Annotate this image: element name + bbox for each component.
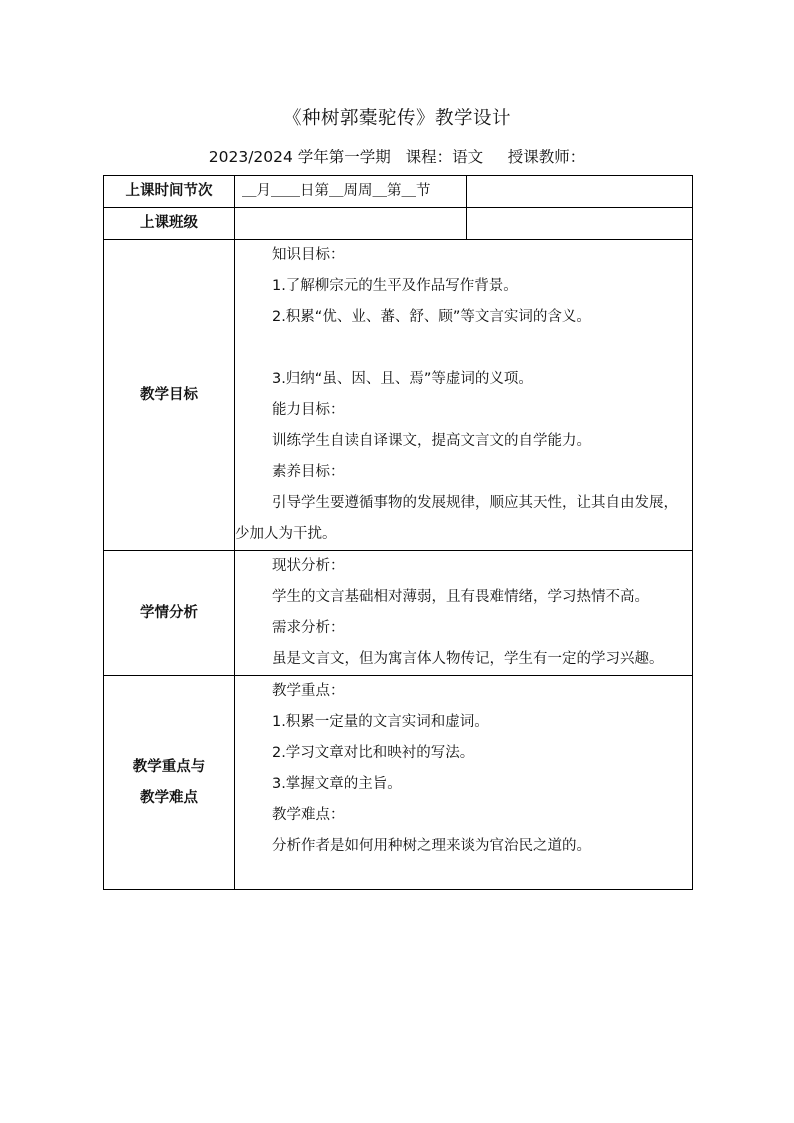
teaching-goals-row [104, 240, 693, 551]
keypoints-line: 3.掌握文章的主旨。 [271, 776, 402, 792]
goals-line: 知识目标： [271, 247, 345, 263]
analysis-line: 现状分析： [271, 558, 345, 574]
key-points-label-line1: 教学重点与 [132, 758, 206, 775]
analysis-line: 虽是文言文，但为寓言体人物传记，学生有一定的学习兴趣。 [271, 651, 664, 667]
teaching-goals-label: 教学目标 [104, 240, 235, 551]
key-points-row [104, 676, 693, 890]
goals-line: 3.归纳“虽、因、且、焉”等虚词的义项。 [271, 371, 533, 387]
goals-line: 2.积累“优、业、蕃、舒、顾”等文言实词的含义。 [271, 309, 591, 325]
class-group-label: 上课班级 [104, 208, 235, 240]
document-subtitle: 2023/2024 学年第一学期 课程：语文 授课教师： [208, 148, 586, 166]
keypoints-line: 分析作者是如何用种树之理来谈为官治民之道的。 [271, 838, 591, 854]
goals-line: 素养目标： [271, 464, 345, 480]
document-title: 《种树郭橐驼传》教学设计 [282, 108, 511, 129]
student-analysis-content [235, 551, 693, 676]
key-points-content [235, 676, 693, 890]
key-points-label [104, 676, 235, 890]
teaching-goals-content [235, 240, 693, 551]
keypoints-line: 教学难点： [271, 807, 345, 823]
class-time-value: ＿月＿＿日第＿周周＿第＿节 [235, 176, 467, 208]
lesson-plan-table [103, 175, 693, 890]
goals-line: 引导学生要遵循事物的发展规律，顺应其天性，让其自由发展，少加人为干扰。 [235, 495, 678, 542]
goals-blank-line [235, 333, 692, 364]
analysis-line: 需求分析： [271, 620, 345, 636]
student-analysis-label: 学情分析 [104, 551, 235, 676]
class-group-row [104, 208, 693, 240]
class-time-label: 上课时间节次 [104, 176, 235, 208]
keypoints-line: 教学重点： [271, 683, 345, 699]
goals-line: 训练学生自读自译课文，提高文言文的自学能力。 [271, 433, 591, 449]
class-time-row [104, 176, 693, 208]
student-analysis-row [104, 551, 693, 676]
class-group-extra [467, 208, 693, 240]
goals-line: 1.了解柳宗元的生平及作品写作背景。 [271, 278, 518, 294]
keypoints-line: 2.学习文章对比和映衬的写法。 [271, 745, 475, 761]
analysis-line: 学生的文言基础相对薄弱，且有畏难情绪，学习热情不高。 [271, 589, 649, 605]
class-group-value [235, 208, 467, 240]
goals-line: 能力目标： [271, 402, 345, 418]
keypoints-line: 1.积累一定量的文言实词和虚词。 [271, 714, 489, 730]
class-time-extra [467, 176, 693, 208]
key-points-label-line2: 教学难点 [140, 789, 198, 806]
